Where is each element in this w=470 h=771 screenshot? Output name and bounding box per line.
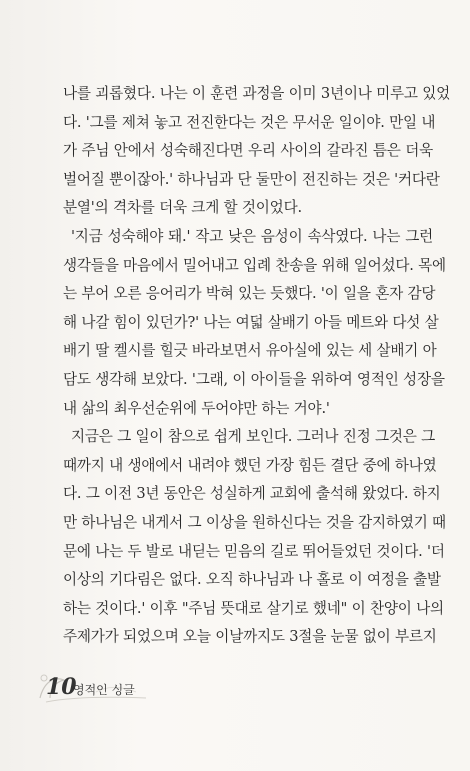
text-line: 이상의 기다림은 없다. 오직 하나님과 나 홀로 이 여정을 출발 bbox=[63, 571, 441, 589]
text-line: 가 주님 안에서 성숙해진다면 우리 사이의 갈라진 틈은 더욱 bbox=[63, 142, 433, 160]
text-line: 다. 그 이전 3년 동안은 성실하게 교회에 출석해 왔었다. 하지 bbox=[63, 485, 441, 503]
text-line: 배기 딸 켈시를 힐긋 바라보면서 유아실에 있는 세 살배기 아 bbox=[63, 342, 437, 360]
text-line: 지금은 그 일이 참으로 쉽게 보인다. 그러나 진정 그것은 그 bbox=[71, 428, 436, 446]
text-line: 는 부어 오른 응어리가 박혀 있는 듯했다. '이 일을 혼자 감당 bbox=[63, 285, 436, 303]
text-line: 하는 것이다.' 이후 "주님 뜻대로 살기로 했네" 이 찬양이 나의 bbox=[63, 599, 444, 617]
text-line: 내 삶의 최우선순위에 두어야만 하는 거야.' bbox=[63, 399, 330, 417]
text-line: 나를 괴롭혔다. 나는 이 훈련 과정을 이미 3년이나 미루고 있었 bbox=[63, 85, 451, 102]
text-line: 만 하나님은 내게서 그 이상을 원하신다는 것을 감지하였기 때 bbox=[63, 513, 446, 531]
text-line: 문에 나는 두 발로 내딛는 믿음의 길로 뛰어들었던 것이다. '더 bbox=[63, 542, 445, 560]
page-number: 10 bbox=[46, 674, 77, 700]
running-title: 영적인 싱글 bbox=[73, 683, 135, 697]
text-line: 벌어질 뿐이잖아.' 하나님과 단 둘만이 전진하는 것은 '커다란 bbox=[63, 170, 440, 188]
text-line: 분열'의 격차를 더욱 크게 할 것이었다. bbox=[63, 199, 302, 217]
text-line: 주제가가 되었으며 오늘 이날까지도 3절을 눈물 없이 부르지 bbox=[63, 628, 437, 646]
text-line: 때까지 내 생애에서 내려야 했던 가장 힘든 결단 중에 하나였 bbox=[63, 456, 437, 474]
text-line: 담도 생각해 보았다. '그래, 이 아이들을 위하여 영적인 성장을 bbox=[63, 370, 445, 388]
text-line: '지금 성숙해야 돼.' 작고 낮은 음성이 속삭였다. 나는 그런 bbox=[71, 227, 433, 245]
text-line: 다. '그를 제쳐 놓고 전진한다는 것은 무서운 일이야. 만일 내 bbox=[63, 113, 436, 131]
text-line: 생각들을 마음에서 밀어내고 입례 찬송을 위해 일어섰다. 목에 bbox=[63, 256, 446, 274]
body-text bbox=[63, 80, 451, 652]
text-line: 해 나갈 힘이 있던가?' 나는 여덟 살배기 아들 메트와 다섯 살 bbox=[63, 313, 439, 331]
page-footer bbox=[36, 668, 236, 708]
